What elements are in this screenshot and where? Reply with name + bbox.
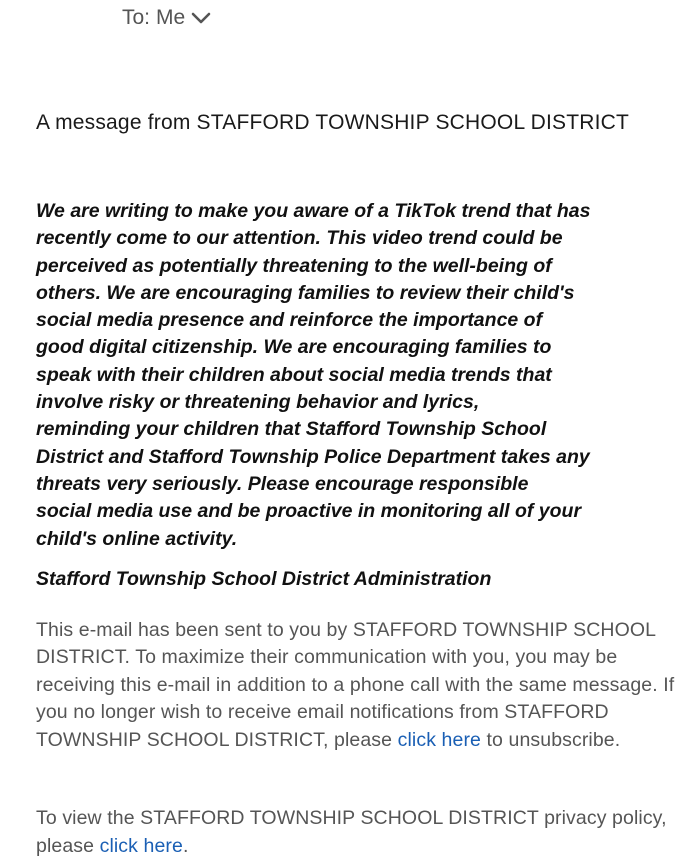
to-label: To: (122, 6, 151, 29)
privacy-end-text: . (182, 835, 189, 857)
email-disclaimer (36, 617, 676, 754)
unsubscribe-link[interactable]: click here (397, 728, 481, 751)
disclaimer-end-text: to unsubscribe. (486, 728, 621, 751)
recipient-name[interactable]: Me (156, 6, 186, 29)
email-signature: Stafford Township School District Administration (36, 568, 492, 590)
recipient-row[interactable] (122, 4, 211, 32)
privacy-policy-link[interactable]: click here (99, 835, 183, 857)
privacy-notice (36, 804, 676, 860)
email-body: We are writing to make you aware of a TikTok trend that has recently come to our attention. This video trend could be perceived as potentially threatening to the well-being of others. We are encouraging families to review their child's social media presence and reinforce the importance of good digital citizenship. We are encouraging families to speak with their children about social media trends that involve risky or threatening behavior and lyrics, reminding your children that Stafford Township School District and Stafford Township Police Department takes any threats very seriously. Please encourage responsible social media use and be proactive in monitoring all of your child's online activity. (36, 200, 591, 550)
disclaimer-text: This e-mail has been sent to you by STAFFORD TOWNSHIP SCHOOL DISTRICT. To maximize their communication with you, you may be receiving this e-mail in addition to a phone call with the same message. If you no longer wish to receive email notifications from STAFFORD TOWNSHIP SCHOOL DISTRICT, please (36, 619, 675, 751)
privacy-text: To view the STAFFORD TOWNSHIP SCHOOL DISTRICT privacy policy, please (36, 807, 667, 857)
email-intro: A message from STAFFORD TOWNSHIP SCHOOL DISTRICT (36, 111, 630, 134)
chevron-down-icon[interactable] (191, 11, 211, 25)
